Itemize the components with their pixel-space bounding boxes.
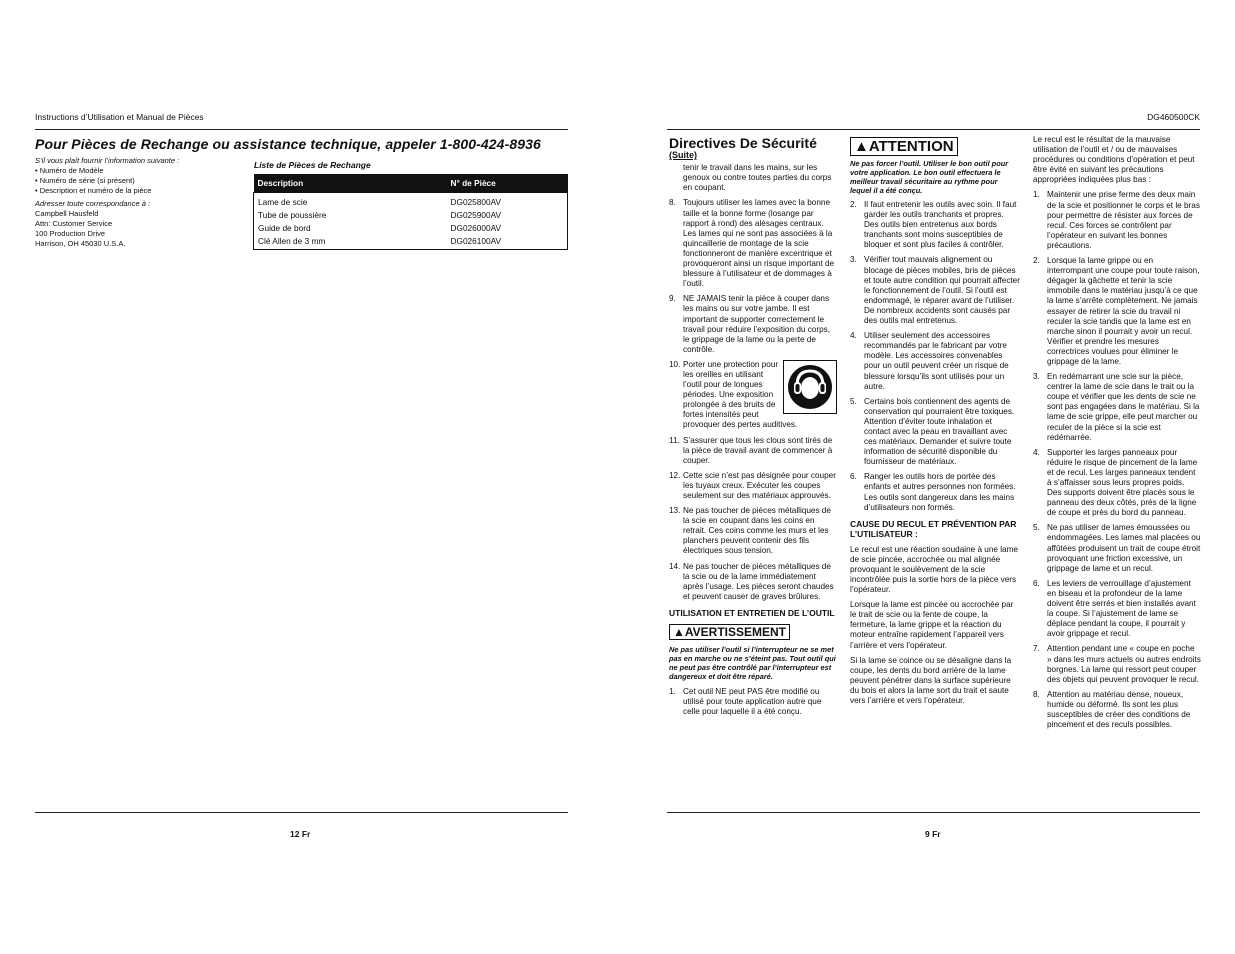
address-line: 100 Production Drive xyxy=(35,229,106,238)
list-item: 3. Vérifier tout mauvais alignement ou blocage de pièces mobiles, bris de pièces et toute autre condition qui pourrait affecter le fonctionnement de l’outil. Si l’outil est endommagé, le réparer avant de l’utiliser. De nombreux accidents sont causés par des outils mal entretenus. xyxy=(850,255,1020,326)
order-info-block xyxy=(35,156,235,249)
list-item: 8. Attention au matériau dense, noueux, humide ou déformé. Ils sont les plus susceptibles de créer des conditions de pincement et des reculs possibles. xyxy=(1033,689,1191,730)
list-item: 8. Toujours utiliser les lames avec la bonne taille et la bonne forme (losange par rapport à rond) des alésages centraux. Les lames qui ne sont pas associées à la quincaillerie de montage de la scie fonctionneront de manière excentrique et provoqueront ainsi un risque important de blessure à l’utilisateur et de dommages à l’outil. xyxy=(669,198,835,289)
warning-text: Ne pas utiliser l’outil si l’interrupteur ne se met pas en marche ou ne s’éteint pas. Tout outil qui ne peut pas être contrôlé par l’interrupteur est dangereux et doit être réparé. xyxy=(669,644,836,681)
safety-list-3 xyxy=(1033,190,1201,730)
order-info-intro: S’il vous plaît fournir l’information suivante : xyxy=(35,156,180,165)
list-item: 9. NE JAMAIS tenir la pièce à couper dans les mains ou sur votre jambe. Il est important de supporter correctement le travail pour réduire l’exposition du corps, le grippage de la lame ou la perte de contrôle. xyxy=(669,294,830,354)
safety-column-3 xyxy=(1033,135,1201,735)
right-header-rule xyxy=(667,129,1200,130)
parts-list-title: Liste de Pièces de Rechange xyxy=(254,160,371,170)
table-row xyxy=(254,234,568,250)
list-item: 14. Ne pas toucher de pièces métalliques de la scie ou de la lame immédiatement après l’usage. Les pièces seront chaudes et peuvent causer de graves brûlures. xyxy=(669,561,834,601)
table-cell: Lame de scie xyxy=(258,196,308,207)
table-cell: DG025900AV xyxy=(450,209,502,220)
ear-protection-icon xyxy=(783,360,837,414)
safety-column-2 xyxy=(850,137,1020,711)
parts-phone-title: Pour Pièces de Rechange ou assistance technique, appeler 1-800-424-8936 xyxy=(35,136,541,152)
order-info-item: • Description et numéro de la pièce xyxy=(35,186,152,195)
list-item: 4. Supporter les larges panneaux pour réduire le risque de pincement de la lame et de recul. Les larges panneaux tendent à s’affaisser sous leurs propres poids. Des supports doivent être placés sous le panneau des deux côtés, près de la ligne de coupe et près du bord du panneau. xyxy=(1033,447,1198,518)
list-item: 4. Utiliser seulement des accessoires recommandés par le fabricant par votre modèle. Les accessoires convenables pour un outil peuvent créer un risque de blessure lorsqu’ils sont utilisés pour un autre. xyxy=(850,331,1009,391)
safety-list-1 xyxy=(669,198,837,601)
list-item: 11. S’assurer que tous les clous sont tirés de la pièce de travail avant de commencer à couper. xyxy=(669,435,833,465)
right-footer-rule xyxy=(667,812,1200,813)
parts-header-description: Description xyxy=(254,174,447,193)
section-title: Directives De Sécurité xyxy=(669,135,817,151)
safety-column-1 xyxy=(669,135,837,722)
attention-label: ▲ATTENTION xyxy=(850,137,958,156)
list-item: 2. Lorsque la lame grippe ou en interrompant une coupe pour toute raison, dégager la gâchette et tenir la scie immobile dans le matériau jusqu’à ce que la lame s’arrête complètement. Ne jamais essayer de retirer la scie du travail ni reculer la scie tandis que la lame est en marche sinon il pourrait y avoir un recul. Vérifier et prendre les mesures correctrices voulues pour éliminer le grippage de la lame. xyxy=(1033,256,1200,366)
list-item: 5. Ne pas utiliser de lames émoussées ou endommagées. Les lames mal placées ou affûtées produisent un trait de coupe étroit provoquant une friction excessive, un grippage de lame et un recul. xyxy=(1033,523,1201,573)
list-item: 1. Maintenir une prise ferme des deux main de la scie et positionner le corps et le bras pour permettre de résister aux forces de recul. Ces forces se contrôlent par l’opérateur en suivant les bonnes précautions. xyxy=(1033,190,1200,250)
safety-list-2 xyxy=(850,200,1020,513)
table-row xyxy=(254,193,568,209)
list-item: 12. Cette scie n’est pas désignée pour couper les tuyaux creux. Exécuter les coupes seulement sur des matériaux approuvés. xyxy=(669,470,836,500)
warning-label: ▲AVERTISSEMENT xyxy=(669,624,790,640)
right-running-header: DG460500CK xyxy=(1147,112,1200,122)
left-running-header: Instructions d’Utilisation et Manual de Pièces xyxy=(35,112,204,122)
paragraph: Lorsque la lame est pincée ou accrochée par le trait de scie ou la fente de coupe, la fermeture, la lame grippe et la réaction du moteur entraîne rapidement l’appareil vers l’arrière et vers l’opérateur. xyxy=(850,600,1014,650)
subsection-heading: CAUSE DU RECUL ET PRÉVENTION PAR L’UTILISATEUR : xyxy=(850,518,1017,539)
parts-header-number: N° de Pièce xyxy=(447,174,568,193)
section-subtitle: (Suite) xyxy=(669,150,697,161)
list-item: 1. Cet outil NE peut PAS être modifié ou utilisé pour toute application autre que celle pour laquelle il a été conçu. xyxy=(669,686,822,717)
safety-list-1b xyxy=(669,687,837,717)
subsection-heading: UTILISATION ET ENTRETIEN DE L’OUTIL xyxy=(669,607,835,618)
paragraph: Si la lame se coince ou se désaligne dans la coupe, les dents du bord arrière de la lame peuvent pénétrer dans la surface supérieure du bois et alors la lame sort du trait et saute vers l’arrière et vers l’opérateur. xyxy=(850,655,1012,706)
list-item: 10. Porter une protection pour les oreilles en utilisant l’outil pour de longues périodes. Une exposition prolongée à des bruits de fortes intensités peut provoquer des pertes auditives. xyxy=(669,360,837,431)
paragraph: Le recul est une réaction soudaine à une lame de scie pincée, accrochée ou mal alignée provoquant le soulèvement de la scie incontrôlée puis la sortie hors de la pièce vers l’opérateur. xyxy=(850,544,1018,595)
table-cell: Guide de bord xyxy=(258,222,311,233)
table-cell: DG026000AV xyxy=(450,222,502,233)
paragraph: Le recul est le résultat de la mauvaise utilisation de l’outil et / ou de mauvaises procédures ou conditions d’opération et peut être évité en suivant les précautions appropriées indiquées plus bas : xyxy=(1033,135,1195,185)
address-intro: Adresser toute correspondance à : xyxy=(35,199,151,208)
list-item: 3. En redémarrant une scie sur la pièce, centrer la lame de scie dans le trait ou la coupe et vérifier que les dents de scie ne sont pas engagées dans le matériau. Si la lame de scie grippe, elle peut marcher ou reculer de la pièce si la scie est redémarrée. xyxy=(1033,372,1200,442)
order-info-item: • Numéro de Modèle xyxy=(35,166,104,175)
address-line: Campbell Hausfeld xyxy=(35,209,99,218)
address-line: Attn: Customer Service xyxy=(35,219,113,228)
address-line: Harrison, OH 45030 U.S.A. xyxy=(35,239,126,248)
table-cell: Clé Allen de 3 mm xyxy=(258,235,326,246)
list-item: 6. Les leviers de verrouillage d’ajustement en biseau et la profondeur de la lame doivent être serrés et bien installés avant la coupe. Si l’ajustement de lame se déplace pendant la coupe, il pourrait y avoir grippage et recul. xyxy=(1033,578,1196,639)
parts-table xyxy=(253,174,568,250)
left-footer-rule xyxy=(35,812,568,813)
continued-text: tenir le travail dans les mains, sur les genoux ou contre toutes parties du corps en coupant. xyxy=(683,163,832,193)
list-item: 2. Il faut entretenir les outils avec soin. Il faut garder les outils tranchants et propres. Des outils bien entretenus aux bords tranchants sont moins susceptibles de bloquer et sont plus faciles à contrôler. xyxy=(850,200,1017,250)
warning-triangle-icon: ▲ xyxy=(854,138,869,155)
warning-triangle-icon: ▲ xyxy=(673,624,685,639)
attention-text: Ne pas forcer l’outil. Utiliser le bon outil pour votre application. Le bon outil effectuera le meilleur travail sécuritaire au rythme pour lequel il a été conçu. xyxy=(850,159,1009,195)
table-row xyxy=(254,208,568,221)
parts-table-wrap xyxy=(253,174,568,250)
table-cell: DG025800AV xyxy=(450,196,502,207)
list-item: 6. Ranger les outils hors de portée des enfants et autres personnes non formées. Les outils sont dangereux dans les mains d’utilisateurs non formés. xyxy=(850,472,1016,512)
left-header-rule xyxy=(35,129,568,130)
table-row xyxy=(254,221,568,234)
list-item: 7. Attention pendant une « coupe en poche » dans les murs actuels ou autres endroits borgnes. La lame qui ressort peut couper des objets qui peuvent provoquer le recul. xyxy=(1033,644,1201,684)
list-item: 5. Certains bois contiennent des agents de conservation qui pourraient être toxiques. Attention d’éviter toute inhalation et contact avec la peau en travaillant avec ces matériaux. Demander et suivre toute information de sécurité disponible du fournisseur de matériaux. xyxy=(850,396,1015,467)
left-page-number: 12 Fr xyxy=(290,829,311,839)
right-page-number: 9 Fr xyxy=(925,829,941,839)
table-cell: Tube de poussière xyxy=(258,209,327,220)
list-item: 13. Ne pas toucher de pièces métalliques de la scie en coupant dans les coins en retrait. Ces coins comme les murs et les planchers peuvent contenir des fils électriques sous tension. xyxy=(669,506,831,556)
table-cell: DG026100AV xyxy=(450,235,502,246)
order-info-item: • Numéro de série (si présent) xyxy=(35,176,135,185)
